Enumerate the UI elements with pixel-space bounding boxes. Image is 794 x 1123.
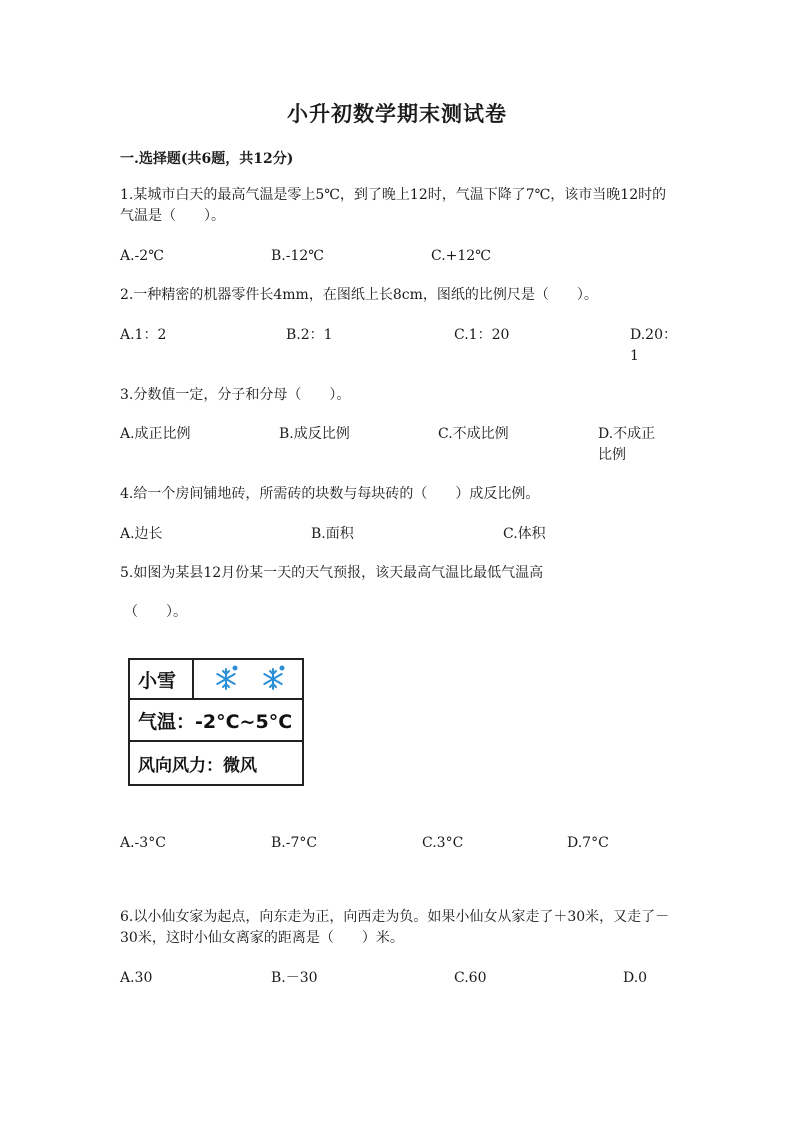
weather-wind: 风向风力：微风 (138, 755, 257, 776)
option-a[interactable]: A.-3°C (120, 835, 166, 851)
option-a[interactable]: A.30 (120, 970, 153, 986)
option-b[interactable]: B.－30 (271, 970, 318, 986)
question-5-line-1: 5.如图为某县12月份某一天的天气预报，该天最高气温比最低气温高 (120, 565, 544, 581)
weather-icons (196, 660, 302, 698)
option-a[interactable]: A.1：2 (120, 327, 167, 343)
option-a[interactable]: A.-2℃ (120, 248, 164, 264)
weather-condition: 小雪 (130, 660, 194, 698)
option-c[interactable]: C.体积 (503, 526, 546, 542)
option-c[interactable]: C.3°C (422, 835, 464, 851)
option-c[interactable]: C.1：20 (454, 327, 510, 343)
option-d[interactable]: D.0 (623, 970, 648, 986)
option-b[interactable]: B.成反比例 (279, 426, 350, 442)
page-title: 小升初数学期末测试卷 (287, 101, 507, 126)
option-c[interactable]: C.60 (454, 970, 487, 986)
question-6: 6.以小仙女家为起点，向东走为正，向西走为负。如果小仙女从家走了＋30米，又走了－30米，这时小仙女离家的距离是（ ）米。 (120, 909, 670, 946)
snowflake-icon (257, 663, 289, 695)
question-2: 2.一种精密的机器零件长4mm，在图纸上长8cm，图纸的比例尺是（ ）。 (120, 287, 598, 303)
question-3: 3.分数值一定，分子和分母（ ）。 (120, 387, 351, 403)
option-a[interactable]: A.边长 (120, 526, 163, 542)
question-3-options (120, 424, 668, 466)
weather-temperature: 气温：-2°C~5°C (138, 710, 293, 733)
option-a[interactable]: A.成正比例 (120, 426, 191, 442)
option-c[interactable]: C.+12℃ (431, 248, 491, 264)
question-2-options (120, 325, 677, 367)
option-b[interactable]: B.面积 (311, 526, 354, 542)
option-b[interactable]: B.2：1 (286, 327, 333, 343)
option-d[interactable]: D.不成正比例 (598, 426, 656, 463)
snowflake-icon (210, 663, 242, 695)
option-c[interactable]: C.不成比例 (438, 426, 509, 442)
weather-forecast-card (128, 658, 304, 786)
section-heading: 一.选择题(共6题，共12分) (120, 151, 294, 167)
question-5-line-2: （ ）。 (124, 604, 187, 620)
question-1: 1.某城市白天的最高气温是零上5℃，到了晚上12时，气温下降了7℃，该市当晚12时的气温是（ ）。 (120, 187, 667, 224)
option-b[interactable]: B.-12℃ (271, 248, 324, 264)
weather-row-temperature (130, 700, 302, 742)
option-d[interactable]: D.7°C (567, 835, 609, 851)
option-b[interactable]: B.-7°C (271, 835, 318, 851)
weather-row-wind (130, 742, 302, 784)
question-4: 4.给一个房间铺地砖，所需砖的块数与每块砖的（ ）成反比例。 (120, 486, 540, 502)
weather-row-condition (130, 660, 302, 700)
option-d[interactable]: D.20：1 (630, 327, 677, 364)
